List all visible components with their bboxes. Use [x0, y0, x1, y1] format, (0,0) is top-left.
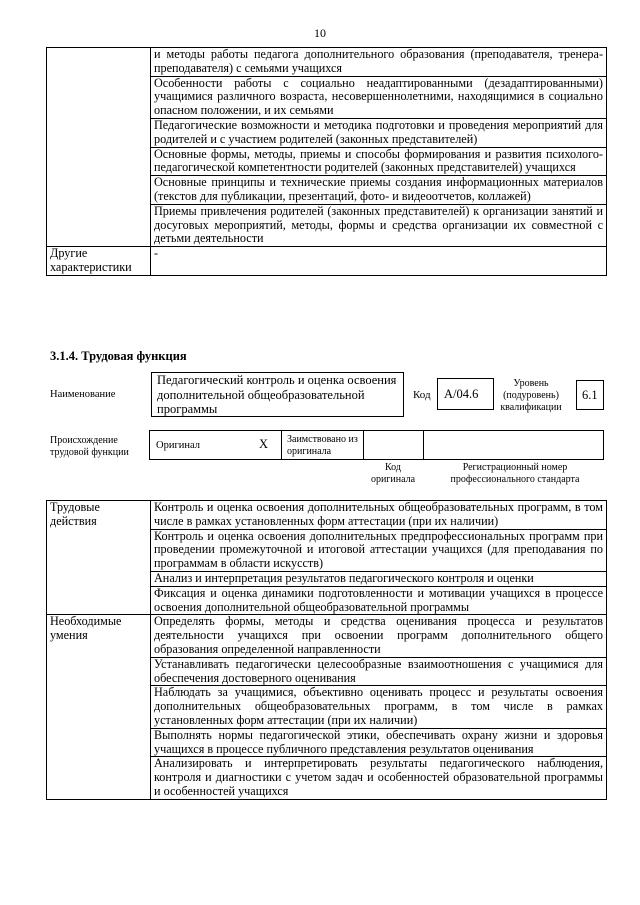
description-cell: Наблюдать за учащимися, объективно оценивать процесс и результаты освоения дополнительных общеобразовательных программ, в том числе в рамках установленных форм аттестации (при их наличии): [151, 686, 607, 728]
description-cell: Анализировать и интерпретировать результаты педагогического наблюдения, контроля и диагностики с учетом задач и особенностей образовательной программы и особенностей учащихся: [151, 757, 607, 799]
section-heading: 3.1.4. Трудовая функция: [50, 349, 187, 363]
knowledge-table: [46, 47, 607, 276]
borrowed-label: Заимствовано из оригинала: [287, 434, 358, 457]
description-cell: Фиксация и оценка динамики подготовленности и мотивации учащихся в процессе освоения дополнительной общеобразовательной программы: [151, 586, 607, 615]
description-cell: Выполнять нормы педагогической этики, обеспечивать охрану жизни и здоровья учащихся в процессе публичного представления результатов оценивания: [151, 728, 607, 757]
origin-divider: [363, 430, 364, 460]
function-name-value: Педагогический контроль и оценка освоения дополнительной общеобразовательной программы: [157, 373, 397, 416]
origin-divider: [423, 430, 424, 460]
other-characteristics-label: Другие характеристики: [47, 247, 151, 276]
description-cell: Контроль и оценка освоения дополнительных предпрофессиональных программ при проведении промежуточной и итоговой аттестации учащихся (для преподавания по программам в области искусств): [151, 529, 607, 571]
level-box: [576, 380, 604, 410]
labor-actions-label: Трудовые действия: [47, 501, 151, 615]
code-value: А/04.6: [444, 387, 479, 401]
table-row: [47, 48, 607, 77]
page-number: 10: [314, 26, 326, 40]
code-box: [437, 378, 494, 410]
other-characteristics-value: -: [151, 247, 607, 276]
description-cell: Педагогические возможности и методика подготовки и проведения мероприятий для родителей и с участием родителей (законных представителей): [151, 118, 607, 147]
description-cell: Анализ и интерпретация результатов педагогического контроля и оценки: [151, 571, 607, 586]
description-cell: Основные принципы и технические приемы создания информационных материалов (текстов для публикации, презентаций, фото- и видеоотчетов, коллажей): [151, 176, 607, 205]
description-cell: Контроль и оценка освоения дополнительных общеобразовательных программ, в том числе в рамках установленных форм аттестации (при их наличии): [151, 501, 607, 530]
required-skills-label: Необходимые умения: [47, 615, 151, 799]
table-row: [47, 615, 607, 657]
original-mark: X: [259, 437, 269, 451]
description-cell: Основные формы, методы, приемы и способы формирования и развития психолого-педагогической компетентности родителей (законных представителей) учащихся: [151, 147, 607, 176]
registration-number-caption: Регистрационный номер профессионального стандарта: [450, 462, 580, 485]
table-row: [47, 247, 607, 276]
description-cell: Приемы привлечения родителей (законных представителей) к организации занятий и досуговых мероприятий, методы, формы и средства организации их совместной с детьми деятельности: [151, 204, 607, 246]
description-cell: и методы работы педагога дополнительного образования (преподавателя, тренера-преподавателя) с семьями учащихся: [151, 48, 607, 77]
description-cell: Особенности работы с социально неадаптированными (дезадаптированными) учащимися различного возраста, несовершеннолетними, находящимися в социально опасном положении, и их семьями: [151, 76, 607, 118]
name-label: Наименование: [50, 389, 116, 400]
description-cell: Устанавливать педагогически целесообразные взаимоотношения с учащимися для обеспечения достоверного оценивания: [151, 657, 607, 686]
function-name-box: [151, 372, 404, 417]
table-row: [47, 501, 607, 530]
origin-box: [149, 430, 604, 460]
row-label-cell: [47, 48, 151, 247]
origin-divider: [281, 430, 282, 460]
labor-function-table: [46, 500, 607, 800]
origin-label: Происхождение трудовой функции: [50, 435, 129, 458]
code-original-caption: Код оригинала: [370, 462, 416, 485]
level-label: Уровень (подуровень) квалификации: [500, 378, 562, 413]
original-label: Оригинал: [156, 440, 200, 451]
description-cell: Определять формы, методы и средства оценивания процесса и результатов деятельности учащихся при освоении программ дополнительного общего образования определенной направленности: [151, 615, 607, 657]
code-label: Код: [413, 389, 431, 401]
level-value: 6.1: [582, 388, 598, 402]
